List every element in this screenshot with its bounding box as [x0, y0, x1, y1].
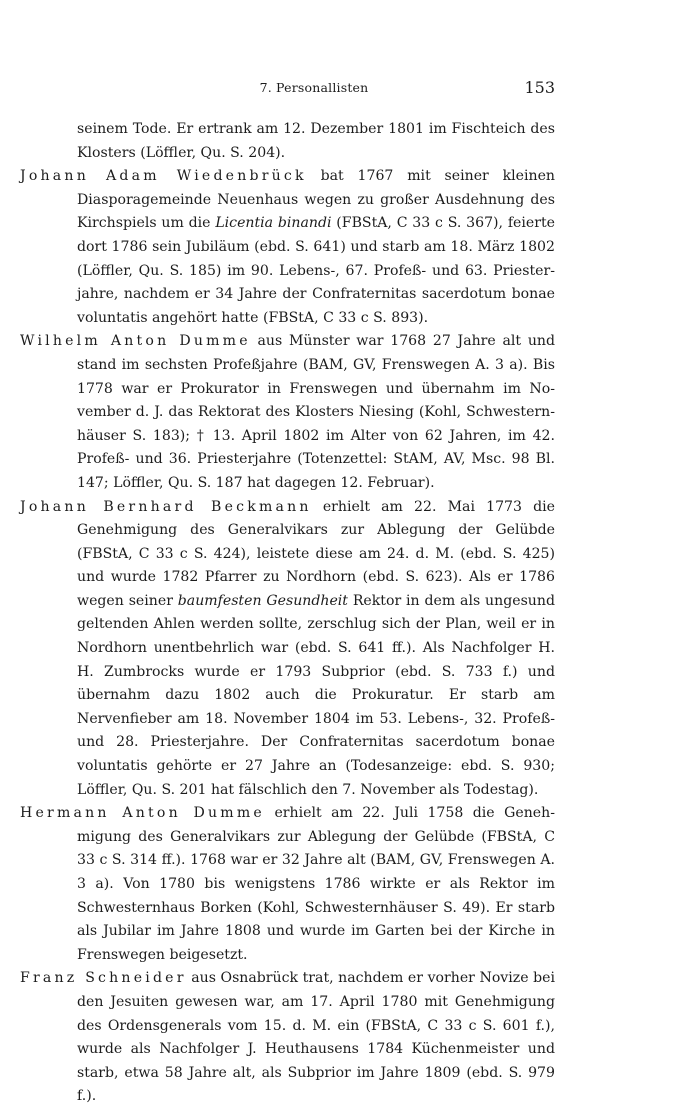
entry-text: erhielt am 22. Mai 1773 die Genehmigung des Generalvikars zur Ablegung der Gelübde (FBStA, C 33 c S. 424), leistete diese am 24. d. M. (ebd. S. 425) und wurde 1782 Pfarrer zu Nordhorn (ebd. S. 623). Als er 1786 wegen seiner	[77, 498, 555, 609]
entry-text-after: Rektor in dem als ungesund geltenden Ahlen werden sollte, zerschlug sich der Plan, weil er in Nordhorn unentbehrlich war (ebd. S. 641 ff.). Als Nachfolger H. H. Zumbrocks wurde er 1793 Subprior (ebd. S. 733 f.) und übernahm dazu 1802 auch die Prokuratur. Er starb am Nervenfieber am 18. November 1804 im 53. Lebens-, 32. Profeß- und 28. Priesterjahre. Der Confraternitas sacerdotum bonae voluntatis gehörte er 27 Jahre an (Todesanzeige: ebd. S. 930; Löffler, Qu. S. 201 hat fälschlich den 7. November als Todestag).	[77, 592, 555, 798]
person-name: Franz Schneider	[20, 970, 187, 987]
entry-wilhelm-dumme	[20, 330, 555, 495]
person-name: Wilhelm Anton Dumme	[20, 333, 251, 350]
entry-italic: baumfesten Gesundheit	[177, 592, 348, 609]
entry-italic: Licentia binandi	[215, 215, 332, 232]
entry-text: aus Münster war 1768 27 Jahre alt und stand im sechsten Profeßjahre (BAM, GV, Frenswegen A. 3 a). Bis 1778 war er Prokurator in Frenswegen und übernahm im November d. J. das Rektorat des Klosters Niesing (Kohl, Schwesternhäuser S. 183); † 13. April 1802 im Alter von 62 Jahren, im 42. Profeß- und 36. Priesterjahre (Totenzettel: StAM, AV, Msc. 98 Bl. 147; Löffler, Qu. S. 187 hat dagegen 12. Februar).	[77, 333, 556, 491]
entry-text: seinem Tode. Er ertrank am 12. Dezember 1801 im Fischteich des Klosters (Löffler, Qu. S. 204).	[77, 121, 555, 161]
entry-text: bat 1767 mit seiner kleinen Diasporagemeinde Neuenhaus wegen zu großer Ausdehnung des Kirchspiels um die	[77, 168, 555, 232]
entry-wiedenbrueck	[20, 165, 555, 330]
entry-text-after: (FBStA, C 33 c S. 367), feierte dort 1786 sein Jubiläum (ebd. S. 641) und starb am 18. März 1802 (Löffler, Qu. S. 185) im 90. Lebens-, 67. Profeß- und 63. Priesterjahre, nachdem er 34 Jahre der Confraternitas sacerdotum bonae voluntatis angehört hatte (FBStA, C 33 c S. 893).	[77, 215, 555, 326]
page-number: 153	[524, 78, 555, 97]
person-name: Hermann Anton Dumme	[20, 805, 265, 822]
entry-beckmann	[20, 496, 555, 803]
entry-schneider	[20, 967, 555, 1109]
entry-text: aus Osnabrück trat, nachdem er vorher Novize bei den Jesuiten gewesen war, am 17. April 1780 mit Genehmigung des Ordensgenerals vom 15. d. M. ein (FBStA, C 33 c S. 601 f.), wurde als Nachfolger J. Heuthausens 1784 Küchenmeister und starb, etwa 58 Jahre alt, als Subprior im Jahre 1809 (ebd. S. 979 f.).	[77, 970, 555, 1105]
running-head	[0, 78, 700, 98]
running-title: 7. Personallisten	[259, 80, 369, 95]
entry-continuation	[20, 118, 555, 165]
person-name: Johann Adam Wiedenbrück	[20, 168, 307, 185]
person-name: Johann Bernhard Beckmann	[20, 498, 312, 515]
page-body	[20, 118, 555, 1109]
entry-text: erhielt am 22. Juli 1758 die Genehmigung des Generalvikars zur Ablegung der Gelübde (FBStA, C 33 c S. 314 ff.). 1768 war er 32 Jahre alt (BAM, GV, Frenswegen A. 3 a). Von 1780 bis wenigstens 1786 wirkte er als Rektor im Schwesternhaus Borken (Kohl, Schwesternhäuser S. 49). Er starb als Jubilar im Jahre 1808 und wurde im Garten bei der Kirche in Frenswegen beigesetzt.	[77, 805, 555, 963]
entry-hermann-dumme	[20, 802, 555, 967]
